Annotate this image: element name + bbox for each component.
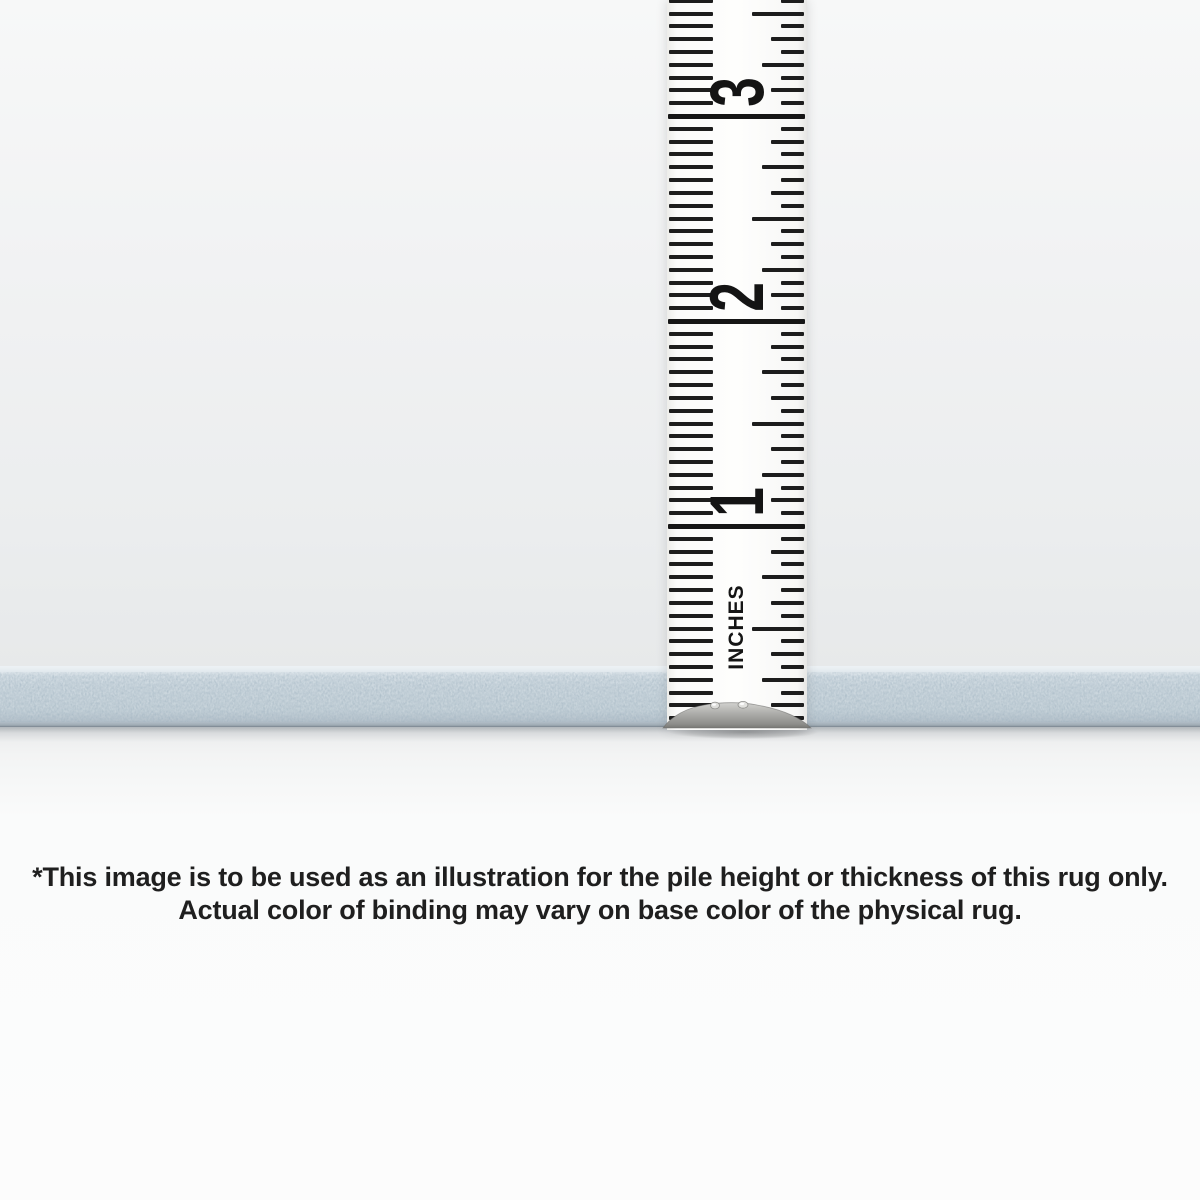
ruler-tick-right — [771, 191, 804, 195]
ruler-tick-right — [781, 357, 804, 361]
ruler-tick-left — [669, 357, 713, 361]
ruler-tick-right — [762, 370, 804, 374]
metal-end-tab — [661, 698, 813, 730]
ruler-tick-left — [669, 37, 713, 41]
ruler-tick-left — [669, 140, 713, 144]
ruler-tick-right — [771, 396, 804, 400]
ruler-tick-left — [669, 575, 713, 579]
ruler-tick-left — [669, 434, 713, 438]
ruler-inch-label: 1 — [695, 487, 780, 517]
ruler-tick-right — [771, 345, 804, 349]
disclaimer-text — [0, 861, 1200, 927]
ruler-tick-left — [669, 0, 713, 3]
ruler-tick-right — [781, 255, 804, 259]
rug-texture — [0, 666, 1200, 727]
ruler-tick-right — [762, 165, 804, 169]
ruler-tick-right — [762, 575, 804, 579]
ruler-tick-left — [669, 12, 713, 16]
ruler-tick-right — [771, 652, 804, 656]
ruler-tick-right — [781, 229, 804, 233]
ruler-tick-left — [669, 550, 713, 554]
ruler-tick-right — [781, 332, 804, 336]
ruler-tick-left — [669, 191, 713, 195]
ruler-tick-right — [781, 537, 804, 541]
ruler-tick-left — [669, 178, 713, 182]
ruler-tick-right — [781, 152, 804, 156]
disclaimer-line-2: Actual color of binding may vary on base color of the physical rug. — [178, 895, 1022, 925]
ruler-tick-left — [669, 255, 713, 259]
ruler-tick-left — [669, 588, 713, 592]
ruler-tick-right — [781, 639, 804, 643]
ruler-tick-right — [771, 447, 804, 451]
ruler-tick-left — [669, 127, 713, 131]
ruler-tick-left — [669, 204, 713, 208]
ruler-tick-right — [771, 601, 804, 605]
ruler-tick-left — [669, 409, 713, 413]
ruler-tick-left — [669, 152, 713, 156]
ruler-tick-left — [669, 639, 713, 643]
ruler-tick-right — [762, 678, 804, 682]
ruler-tick-right — [781, 383, 804, 387]
ruler-tick-left — [669, 678, 713, 682]
ruler-tick-right — [781, 588, 804, 592]
ruler-tick-left — [669, 242, 713, 246]
ruler-tick-left — [669, 562, 713, 566]
ruler-tick-right — [781, 24, 804, 28]
ruler-tick-right — [781, 614, 804, 618]
ruler-tick-right — [781, 127, 804, 131]
ruler-tick-left — [669, 460, 713, 464]
rug-shadow — [0, 727, 1200, 742]
ruler-tick-right — [781, 665, 804, 669]
ruler-tick-left — [669, 24, 713, 28]
ruler-tick-right — [781, 50, 804, 54]
ruler-tick-left — [669, 601, 713, 605]
ruler-tick-left — [669, 665, 713, 669]
ruler-tick-right — [752, 422, 804, 426]
ruler-tick-right — [781, 409, 804, 413]
ruler-tick-right — [781, 178, 804, 182]
disclaimer-line-1: *This image is to be used as an illustration for the pile height or thickness of this rug only. — [32, 862, 1168, 892]
ruler-tick-left — [669, 332, 713, 336]
ruler-tick-right — [781, 204, 804, 208]
ruler-tick-left — [669, 422, 713, 426]
ruler-tick-right — [771, 37, 804, 41]
ruler-tick-left — [669, 396, 713, 400]
ruler-tick-right — [781, 434, 804, 438]
ruler-tick-right — [771, 242, 804, 246]
tape-ruler — [667, 0, 807, 730]
ruler-tick-right — [781, 460, 804, 464]
ruler-tick-right — [752, 12, 804, 16]
ruler-tick-left — [669, 537, 713, 541]
ruler-inch-label: 2 — [695, 282, 780, 312]
ruler-tick-right — [771, 140, 804, 144]
ruler-tick-right — [771, 550, 804, 554]
ruler-inch-label: 3 — [695, 77, 780, 107]
ruler-tick-left — [669, 50, 713, 54]
rug-strip — [0, 666, 1200, 727]
ruler-tick-left — [669, 345, 713, 349]
ruler-tick-left — [669, 614, 713, 618]
ruler-tick-left — [669, 217, 713, 221]
ruler-tick-right — [781, 562, 804, 566]
ruler-tick-left — [669, 691, 713, 695]
ruler-tick-left — [669, 165, 713, 169]
floor-background — [0, 727, 1200, 1200]
ruler-tick-left — [669, 370, 713, 374]
ruler-unit-label: INCHES — [725, 584, 748, 670]
ruler-tick-right — [781, 691, 804, 695]
ruler-tick-left — [669, 652, 713, 656]
ruler-tick-left — [669, 229, 713, 233]
ruler-tick-left — [669, 447, 713, 451]
ruler-tick-right — [752, 627, 804, 631]
ruler-tick-right — [752, 217, 804, 221]
ruler-tick-right — [781, 0, 804, 3]
ruler-tick-left — [669, 383, 713, 387]
ruler-tick-left — [669, 627, 713, 631]
